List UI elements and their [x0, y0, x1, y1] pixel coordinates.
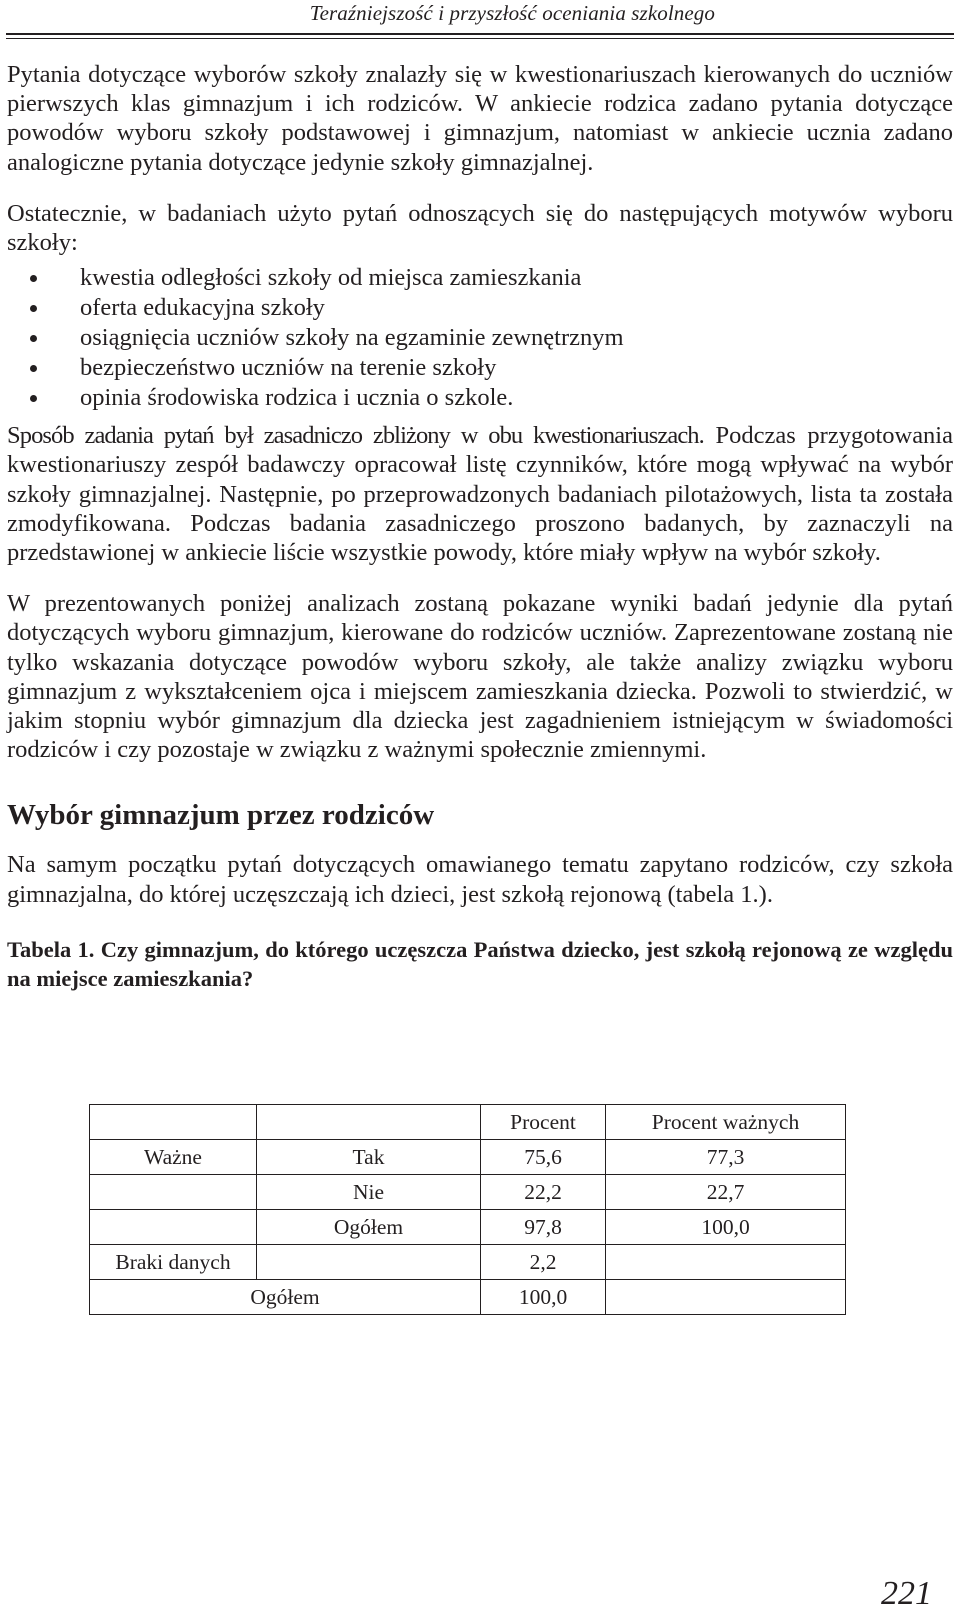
table-cell-empty [257, 1245, 481, 1280]
table-cell: 100,0 [606, 1210, 846, 1245]
table-cell: 22,2 [481, 1175, 606, 1210]
list-item [7, 323, 953, 353]
column-header-valid-percent: Procent ważnych [606, 1105, 846, 1140]
table-cell: 100,0 [481, 1280, 606, 1315]
table-caption: Tabela 1. Czy gimnazjum, do którego uczęszcza Państwa dziecko, jest szkołą rejonową ze względu na miejsce zamieszkania? [7, 936, 953, 991]
bullet-icon [30, 305, 37, 312]
table-cell-empty [606, 1245, 846, 1280]
paragraph-method-first-sentence: Sposób zadania pytań był zasadniczo zbliżony w obu kwestionariuszach. [7, 422, 704, 450]
table-row [90, 1245, 846, 1280]
list-item-text: osiągnięcia uczniów szkoły na egzaminie zewnętrznym [80, 324, 624, 352]
list-item [7, 383, 953, 413]
table-cell-empty [90, 1175, 257, 1210]
list-item-text: kwestia odległości szkoły od miejsca zamieszkania [80, 264, 582, 292]
table-row [90, 1140, 846, 1175]
bullet-icon [30, 395, 37, 402]
row-label: Ogółem [257, 1210, 481, 1245]
table-cell-empty [90, 1210, 257, 1245]
table-header-row [90, 1105, 846, 1140]
header-rule-thick [6, 33, 954, 35]
list-item [7, 263, 953, 293]
row-label: Nie [257, 1175, 481, 1210]
paragraph-motives-intro: Ostatecznie, w badaniach użyto pytań odnoszących się do następujących motywów wyboru szkoły: [7, 199, 953, 257]
page-body [7, 60, 953, 1009]
table-cell: 22,7 [606, 1175, 846, 1210]
bullet-icon [30, 275, 37, 282]
row-group-label: Braki danych [90, 1245, 257, 1280]
list-item [7, 293, 953, 323]
table-row [90, 1280, 846, 1315]
table-cell: 77,3 [606, 1140, 846, 1175]
running-header [0, 0, 960, 36]
table-cell-empty [606, 1280, 846, 1315]
paragraph-analysis-scope: W prezentowanych poniżej analizach zostaną pokazane wyniki badań jedynie dla pytań dotyczących wyboru gimnazjum, kierowane do rodziców uczniów. Zaprezentowane zostaną nie tylko wskazania dotyczące powodów wyboru szkoły, ale także analizy związku wyboru gimnazjum z wykształceniem ojca i miejscem zamieszkania dziecka. Pozwoli to stwierdzić, w jakim stopniu wybór gimnazjum dla dziecka jest zagadnieniem istniejącym w świadomości rodziców i czy pozostaje w związku z ważnymi społecznie zmiennymi. [7, 590, 953, 764]
bullet-icon [30, 335, 37, 342]
paragraph-table-intro: Na samym początku pytań dotyczących omawianego tematu zapytano rodziców, czy szkoła gimnazjalna, do której uczęszczają ich dzieci, jest szkołą rejonową (tabela 1.). [7, 851, 953, 908]
table-row [90, 1175, 846, 1210]
list-item [7, 353, 953, 383]
row-group-label: Ważne [90, 1140, 257, 1175]
bullet-icon [30, 365, 37, 372]
list-item-text: oferta edukacyjna szkoły [80, 294, 325, 322]
table-cell: 75,6 [481, 1140, 606, 1175]
section-heading: Wybór gimnazjum przez rodziców [7, 799, 435, 832]
paragraph-survey-questions: Pytania dotyczące wyborów szkoły znalazły się w kwestionariuszach kierowanych do uczniów pierwszych klas gimnazjum i ich rodziców. W ankiecie rodzica zadano pytania dotyczące powodów wyboru szkoły podstawowej i gimnazjum, natomiast w ankiecie ucznia zadano analogiczne pytania dotyczące jedynie szkoły gimnazjalnej. [7, 61, 953, 176]
column-header-percent: Procent [481, 1105, 606, 1140]
table-row [90, 1210, 846, 1245]
motives-list [7, 263, 953, 413]
row-label: Tak [257, 1140, 481, 1175]
table-cell-empty [90, 1105, 257, 1140]
list-item-text: bezpieczeństwo uczniów na terenie szkoły [80, 354, 497, 382]
page-number: 221 [881, 1575, 932, 1612]
list-item-text: opinia środowiska rodzica i ucznia o szkole. [80, 384, 514, 412]
row-label: Ogółem [90, 1280, 481, 1315]
data-table [89, 1104, 846, 1315]
table-cell: 2,2 [481, 1245, 606, 1280]
paragraph-questionnaire-method [7, 421, 953, 567]
running-title: Teraźniejszość i przyszłość oceniania szkolnego [309, 1, 715, 25]
table-cell-empty [257, 1105, 481, 1140]
table-cell: 97,8 [481, 1210, 606, 1245]
header-rule-thin [6, 38, 954, 39]
paragraph-method-rest: Podczas przygotowania kwestionariuszy zespół badawczy opracował listę czynników, które mogą wpływać na wybór szkoły gimnazjalnej. Następnie, po przeprowadzonych badaniach pilotażowych, lista ta została zmodyfikowana. Podczas badania zasadniczego proszono badanych, by zaznaczyli na przedstawionej w ankiecie liście wszystkie powody, które miały wpływ na wybór szkoły. [7, 422, 953, 567]
